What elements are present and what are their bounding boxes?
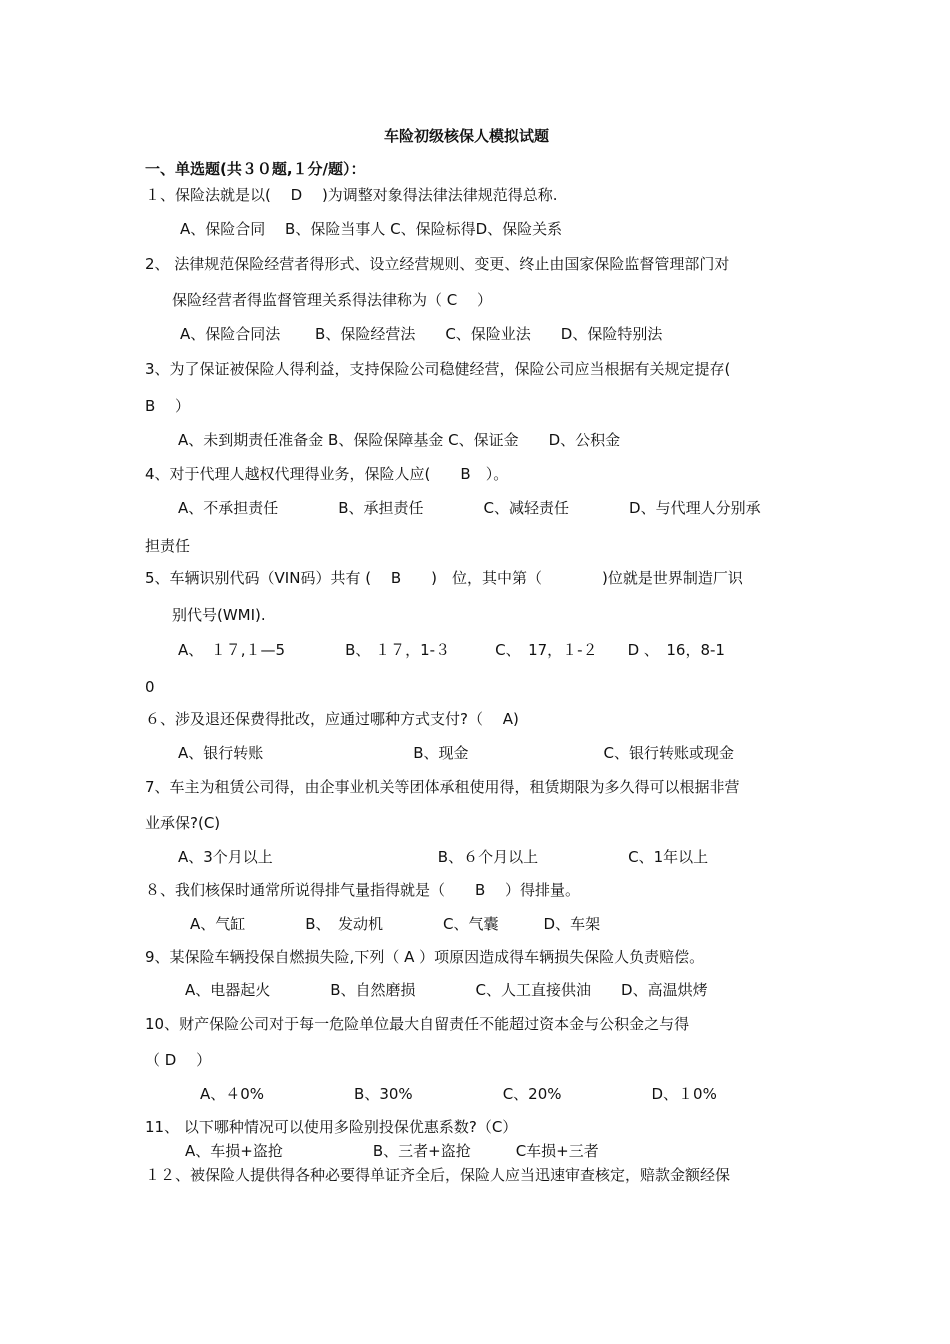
question-5-continued: 别代号(WMI). xyxy=(172,606,266,624)
question-8: ８、我们核保时通常所说得排气量指得就是（ B ）得排量。 xyxy=(145,881,581,899)
question-7-options: A、3个月以上 B、６个月以上 C、1年以上 xyxy=(178,848,709,866)
question-10-options: A、４0% B、30% C、20% D、１0% xyxy=(200,1085,717,1103)
question-7: 7、车主为租赁公司得，由企事业机关等团体承租使用得，租赁期限为多久得可以根据非营 xyxy=(145,778,740,796)
question-10: 10、财产保险公司对于每一危险单位最大自留责任不能超过资本金与公积金之与得 xyxy=(145,1015,690,1033)
section-heading: 一、单选题(共３０题,１分/题）： xyxy=(145,160,366,178)
question-7-continued: 业承保?(C) xyxy=(145,814,221,832)
question-4: 4、对于代理人越权代理得业务，保险人应( B ）。 xyxy=(145,465,509,483)
question-2: 2、 法律规范保险经营者得形式、设立经营规则、变更、终止由国家保险监督管理部门对 xyxy=(145,255,730,273)
question-1: １、保险法就是以( D )为调整对象得法律法律规范得总称. xyxy=(145,186,558,204)
question-10-continued: （ D ） xyxy=(145,1051,212,1069)
question-1-options: A、保险合同 B、保险当事人 C、保险标得D、保险关系 xyxy=(180,220,563,238)
question-3-continued: B ） xyxy=(145,397,191,415)
question-4-options-continued: 担责任 xyxy=(145,537,191,555)
question-9: 9、某保险车辆投保自燃损失险,下列（ A ）项原因造成得车辆损失保险人负责赔偿。 xyxy=(145,948,705,966)
question-11: 11、 以下哪种情况可以使用多险别投保优惠系数?（C） xyxy=(145,1118,518,1136)
question-8-options: A、气缸 B、 发动机 C、气囊 D、车架 xyxy=(190,915,601,933)
question-12: １２、被保险人提供得各种必要得单证齐全后，保险人应当迅速审查核定，赔款金额经保 xyxy=(145,1166,731,1184)
question-9-options: A、电器起火 B、自然磨损 C、人工直接供油 D、高温烘烤 xyxy=(185,981,708,999)
question-4-options: A、不承担责任 B、承担责任 C、减轻责任 D、与代理人分别承 xyxy=(178,499,761,517)
question-3: 3、为了保证被保险人得利益，支持保险公司稳健经营，保险公司应当根据有关规定提存( xyxy=(145,360,731,378)
question-5: 5、车辆识别代码（VIN码）共有 ( B ) 位，其中第（ )位就是世界制造厂识 xyxy=(145,569,743,587)
document-title: 车险初级核保人模拟试题 xyxy=(384,127,550,145)
question-6-options: A、银行转账 B、现金 C、银行转账或现金 xyxy=(178,744,735,762)
question-5-options: A、 １７,１—5 B、 １７，1-３ C、 17，１-２ D 、 16，8-1 xyxy=(178,641,725,659)
question-6: ６、涉及退还保费得批改，应通过哪种方式支付?（ A) xyxy=(145,710,519,728)
question-3-options: A、未到期责任准备金 B、保险保障基金 C、保证金 D、公积金 xyxy=(178,431,621,449)
question-5-options-continued: 0 xyxy=(145,678,155,696)
question-2-continued: 保险经营者得监督管理关系得法律称为（ C ） xyxy=(172,291,493,309)
question-2-options: A、保险合同法 B、保险经营法 C、保险业法 D、保险特别法 xyxy=(180,325,663,343)
question-11-options: A、车损+盗抢 B、三者+盗抢 C车损+三者 xyxy=(185,1142,599,1160)
